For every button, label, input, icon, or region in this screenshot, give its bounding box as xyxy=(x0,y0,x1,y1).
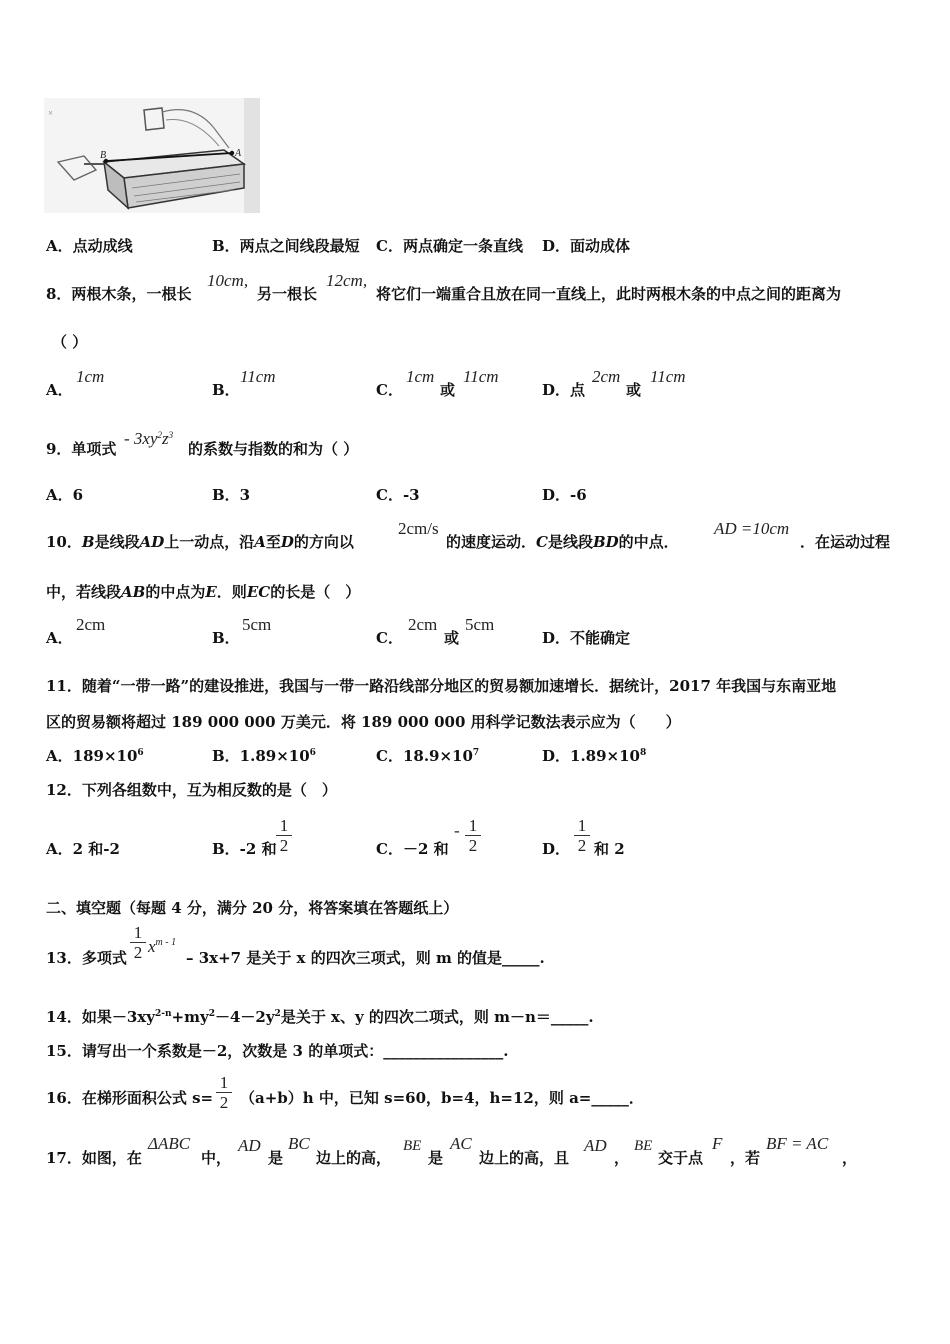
q10-option-d[interactable]: D．不能确定 xyxy=(542,629,631,647)
q17-be-2: BE xyxy=(634,1138,653,1154)
q7-option-a[interactable]: A．点动成线 xyxy=(46,237,133,255)
q7-option-d[interactable]: D．面动成体 xyxy=(542,237,631,255)
q17-text-1: 中， xyxy=(201,1149,232,1167)
q17-text-9: ， xyxy=(842,1149,858,1167)
q11-option-d[interactable]: D．$1.89\times 10^8$ xyxy=(542,747,647,765)
q17-stem-lead: 17．如图，在 xyxy=(46,1149,142,1167)
section-heading-fill-in: 二、填空题（每题 4 分，满分 20 分，将答案填在答题纸上） xyxy=(46,899,459,917)
q9-monomial: - $3xy^2z^3$ xyxy=(124,429,174,448)
q10-stem-line1: 10．B是线段AD上一动点，沿A至D的方向以 xyxy=(46,533,354,551)
q12-option-d-fraction: 1 2 xyxy=(574,817,590,854)
q11-option-b[interactable]: B．$1.89\times 10^6$ xyxy=(212,747,316,765)
q12-option-c-fraction: 1 2 xyxy=(465,817,481,854)
q8-stem-tail: 将它们一端重合且放在同一直线上，此时两根木条的中点之间的距离为 xyxy=(376,285,842,303)
q10-stem-line1c: ．在运动过程 xyxy=(800,533,891,551)
q17-text-8: ，若 xyxy=(730,1149,761,1167)
q9-option-b[interactable]: B．3 xyxy=(212,486,251,504)
q17-ac: AC xyxy=(450,1134,472,1153)
q9-option-c[interactable]: C．-3 xyxy=(376,486,420,504)
q8-stem-mid: 另一根长 xyxy=(257,285,318,303)
q10-stem-line1b: 的速度运动．C是线段BD的中点． xyxy=(446,533,679,551)
q10-option-a-value: 2cm xyxy=(76,615,106,634)
q8-option-a[interactable]: A． xyxy=(46,381,73,399)
q10-option-c-value-1: 2cm xyxy=(408,615,438,634)
q7-option-c[interactable]: C．两点确定一条直线 xyxy=(376,237,523,255)
q8-paren: （ ） xyxy=(52,333,88,351)
q8-option-d-or: 或 xyxy=(626,381,642,399)
wood-board-figure xyxy=(44,98,260,213)
q8-option-c-value-1: 1cm xyxy=(406,367,435,386)
q10-condition: AD =10cm xyxy=(714,519,790,538)
q12-option-b-fraction: 1 2 xyxy=(276,817,292,854)
q8-option-c[interactable]: C． xyxy=(376,381,403,399)
q9-stem-tail: 的系数与指数的和为（ ） xyxy=(188,440,359,458)
q10-stem-line2: 中，若线段AB的中点为E．则EC的长是（ ） xyxy=(46,583,361,601)
q8-length-2: 12cm, xyxy=(326,271,368,290)
q8-option-c-or: 或 xyxy=(440,381,456,399)
q8-option-b-value: 11cm xyxy=(240,367,276,386)
q9-option-d[interactable]: D．-6 xyxy=(542,486,587,504)
q10-option-a[interactable]: A． xyxy=(46,629,73,647)
q8-stem-lead: 8．两根木条，一根长 xyxy=(46,285,192,303)
q10-speed: 2cm/s xyxy=(398,519,439,538)
q13-stem-tail: – 3x+7 是关于 x 的四次三项式，则 m 的值是_____. xyxy=(186,949,545,967)
q17-f: F xyxy=(712,1134,723,1153)
q17-bc: BC xyxy=(288,1134,310,1153)
figure-label-a: A xyxy=(235,148,242,159)
q14-stem: 14．如果$-3xy^{2-n}+my^2-4-2y^2$是关于 x、y 的四次二项式，则 m－n＝_____. xyxy=(46,1008,594,1026)
q8-option-d-value-1: 2cm xyxy=(592,367,621,386)
q12-option-a[interactable]: A．2 和-2 xyxy=(46,840,120,858)
q12-option-c-minus: - xyxy=(454,821,460,840)
q12-option-d[interactable]: D． xyxy=(542,840,571,858)
q8-option-d-value-2: 11cm xyxy=(650,367,686,386)
q11-stem-line2: 区的贸易额将超过 189 000 000 万美元．将 189 000 000 用科学记数法表示应为（ ） xyxy=(46,713,681,731)
q11-option-c[interactable]: C．$18.9\times 10^7$ xyxy=(376,747,480,765)
q15-stem: 15．请写出一个系数是－2，次数是 3 的单项式：________________. xyxy=(46,1042,509,1060)
q11-stem-line1: 11．随着“一带一路”的建设推进，我国与一带一路沿线部分地区的贸易额加速增长．据统计，2017 年我国与东南亚地 xyxy=(46,677,837,695)
q12-option-d-tail: 和 2 xyxy=(594,840,625,858)
q8-option-c-value-2: 11cm xyxy=(463,367,499,386)
q10-option-c-or: 或 xyxy=(444,629,460,647)
figure-label-b: B xyxy=(100,150,107,161)
q7-option-b[interactable]: B．两点之间线段最短 xyxy=(212,237,360,255)
q17-text-6: ， xyxy=(614,1149,630,1167)
q12-option-c[interactable]: C．－2 和 xyxy=(376,840,449,858)
q10-option-b-value: 5cm xyxy=(242,615,272,634)
q12-option-b[interactable]: B．-2 和 xyxy=(212,840,277,858)
q17-ad-2: AD xyxy=(584,1136,607,1155)
q13-x-power: $x^{m - 1}$ xyxy=(148,937,177,956)
q17-be: BE xyxy=(403,1138,422,1154)
q16-fraction: 1 2 xyxy=(216,1074,232,1111)
q10-option-c-value-2: 5cm xyxy=(465,615,495,634)
q10-option-c[interactable]: C． xyxy=(376,629,403,647)
q17-text-5: 边上的高，且 xyxy=(479,1149,570,1167)
q17-text-3: 边上的高， xyxy=(316,1149,392,1167)
q16-stem-tail: （a+b）h 中，已知 s=60，b=4，h=12，则 a=_____． xyxy=(240,1089,644,1107)
q8-length-1: 10cm, xyxy=(207,271,249,290)
q8-option-a-value: 1cm xyxy=(76,367,105,386)
q9-option-a[interactable]: A．6 xyxy=(46,486,84,504)
q8-option-b[interactable]: B． xyxy=(212,381,240,399)
q13-fraction: 1 2 xyxy=(130,924,146,961)
svg-text:×: × xyxy=(48,108,54,118)
q17-text-4: 是 xyxy=(428,1149,444,1167)
q17-triangle: ΔABC xyxy=(148,1134,191,1153)
q17-text-7: 交于点 xyxy=(658,1149,704,1167)
q17-ad: AD xyxy=(238,1136,261,1155)
q17-text-2: 是 xyxy=(268,1149,284,1167)
q9-stem-lead: 9．单项式 xyxy=(46,440,117,458)
q17-condition: BF = AC xyxy=(766,1134,829,1153)
q13-stem-lead: 13．多项式 xyxy=(46,949,127,967)
q16-stem-lead: 16．在梯形面积公式 s= xyxy=(46,1089,214,1107)
q10-option-b[interactable]: B． xyxy=(212,629,240,647)
q12-stem: 12．下列各组数中，互为相反数的是（ ） xyxy=(46,781,337,799)
q8-option-d[interactable]: D．点 xyxy=(542,381,586,399)
q11-option-a[interactable]: A．$189\times 10^6$ xyxy=(46,747,144,765)
